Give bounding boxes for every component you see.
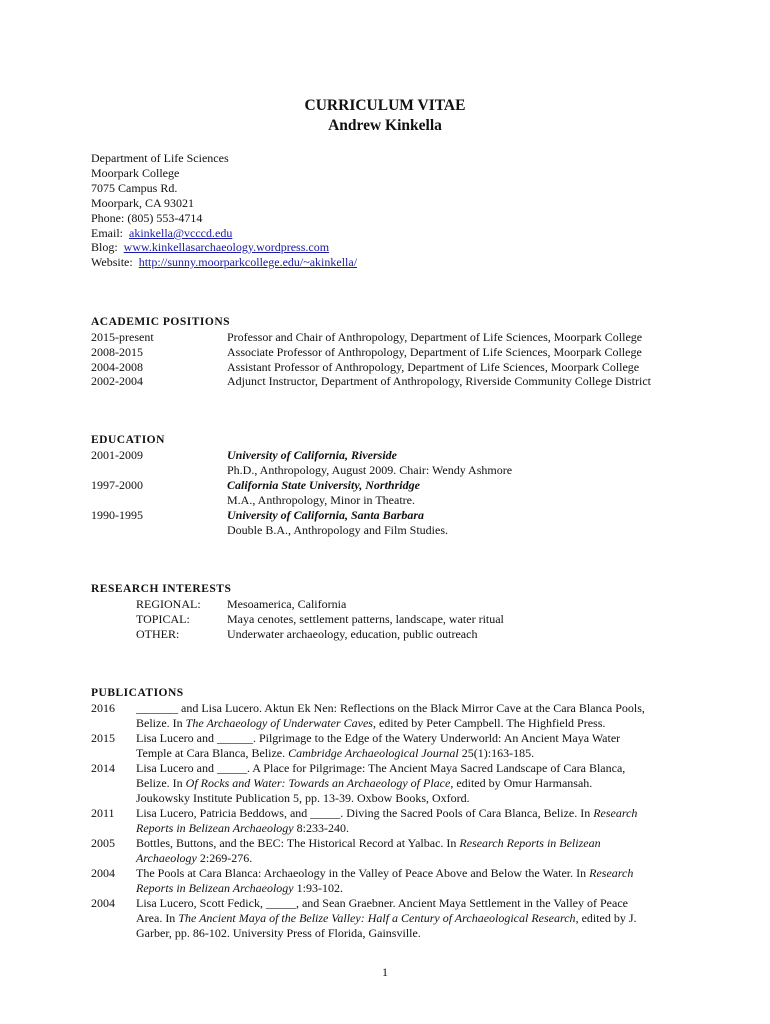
publication-text-segment: Area. In <box>136 911 179 925</box>
interest-label: TOPICAL: <box>136 612 190 626</box>
publication-venue: The Ancient Maya of the Belize Valley: Half a Century of Archaeological Research <box>178 911 576 925</box>
position-role: Assistant Professor of Anthropology, Department of Life Sciences, Moorpark College <box>227 360 640 374</box>
publication-venue: Reports in Belizean Archaeology <box>136 881 294 895</box>
contact-department: Department of Life Sciences <box>91 151 229 165</box>
publication-text-segment: , edited by Peter Campbell. The Highfield Press. <box>372 716 606 730</box>
publication-text-segment: Belize. In <box>136 776 186 790</box>
publication-text-segment: , edited by J. <box>575 911 637 925</box>
publication-text <box>136 911 637 925</box>
publication-year: 2011 <box>91 806 115 820</box>
contact-phone: Phone: (805) 553-4714 <box>91 211 203 225</box>
publication-year: 2014 <box>91 761 115 775</box>
publication-text <box>136 746 534 760</box>
education-years: 2001-2009 <box>91 448 143 462</box>
publication-text-segment: Temple at Cara Blanca, Belize. <box>136 746 289 760</box>
education-degree: M.A., Anthropology, Minor in Theatre. <box>227 493 415 507</box>
education-years: 1990-1995 <box>91 508 143 522</box>
email-label: Email: <box>91 226 123 240</box>
publication-text: Lisa Lucero and ______. Pilgrimage to the Edge of the Watery Underworld: An Ancient Maya Water <box>136 731 621 745</box>
contact-city: Moorpark, CA 93021 <box>91 196 194 210</box>
page-number: 1 <box>382 965 388 979</box>
publication-text <box>136 881 343 895</box>
person-name: Andrew Kinkella <box>328 117 442 134</box>
publication-venue: Research <box>593 806 638 820</box>
section-heading-education: EDUCATION <box>91 434 165 446</box>
publication-text <box>136 776 592 790</box>
publication-text <box>136 821 349 835</box>
position-years: 2002-2004 <box>91 374 143 388</box>
interest-value: Mesoamerica, California <box>227 597 347 611</box>
website-label: Website: <box>91 255 133 269</box>
position-years: 2008-2015 <box>91 345 143 359</box>
publication-year: 2015 <box>91 731 115 745</box>
interest-value: Maya cenotes, settlement patterns, landscape, water ritual <box>227 612 504 626</box>
publication-venue: Cambridge Archaeological Journal <box>288 746 459 760</box>
position-role: Professor and Chair of Anthropology, Department of Life Sciences, Moorpark College <box>227 330 643 344</box>
publication-year: 2005 <box>91 836 115 850</box>
interest-label: OTHER: <box>136 627 180 641</box>
contact-email-line <box>91 226 232 240</box>
publication-venue: Archaeology <box>136 851 197 865</box>
publication-text <box>136 836 601 850</box>
education-school: University of California, Riverside <box>227 448 397 462</box>
publication-text: _______ and Lisa Lucero. Aktun Ek Nen: Reflections on the Black Mirror Cave at the Cara Blanca Pools, <box>136 701 645 715</box>
publication-text <box>136 851 252 865</box>
publication-text: Lisa Lucero, Scott Fedick, _____, and Sean Graebner. Ancient Maya Settlement in the Valley of Peace <box>136 896 628 910</box>
publication-text: Joukowsky Institute Publication 5, pp. 13-39. Oxbow Books, Oxford. <box>136 791 470 805</box>
publication-text <box>136 806 637 820</box>
interest-value: Underwater archaeology, education, public outreach <box>227 627 478 641</box>
publication-text-segment: 1:93-102. <box>293 881 343 895</box>
education-degree: Ph.D., Anthropology, August 2009. Chair: Wendy Ashmore <box>227 463 513 477</box>
publication-venue: Of Rocks and Water: Towards an Archaeology of Place <box>185 776 451 790</box>
publication-year: 2004 <box>91 866 115 880</box>
position-years: 2004-2008 <box>91 360 143 374</box>
contact-website-line <box>91 255 357 269</box>
publication-text-segment: The Pools at Cara Blanca: Archaeology in the Valley of Peace Above and Below the Water. In <box>136 866 590 880</box>
education-school: University of California, Santa Barbara <box>227 508 425 522</box>
position-role: Associate Professor of Anthropology, Department of Life Sciences, Moorpark College <box>227 345 642 359</box>
publication-text-segment: Lisa Lucero, Patricia Beddows, and _____. Diving the Sacred Pools of Cara Blanca, Belize. In <box>136 806 594 820</box>
position-years: 2015-present <box>91 330 154 344</box>
publication-year: 2004 <box>91 896 115 910</box>
contact-street: 7075 Campus Rd. <box>91 181 178 195</box>
publication-text-segment: 8:233-240. <box>293 821 349 835</box>
contact-college: Moorpark College <box>91 166 180 180</box>
publication-text <box>136 716 605 730</box>
blog-link[interactable]: www.kinkellasarchaeology.wordpress.com <box>123 240 330 254</box>
publication-text-segment: 2:269-276. <box>196 851 253 865</box>
website-link[interactable]: http://sunny.moorparkcollege.edu/~akinkella/ <box>138 255 358 269</box>
interest-label: REGIONAL: <box>136 597 201 611</box>
document-title: CURRICULUM VITAE <box>304 97 466 114</box>
publication-venue: Reports in Belizean Archaeology <box>136 821 294 835</box>
publication-venue: The Archaeology of Underwater Caves <box>185 716 373 730</box>
publication-venue: Research <box>589 866 634 880</box>
publication-text-segment: Belize. In <box>136 716 186 730</box>
publication-text-segment: 25(1):163-185. <box>458 746 535 760</box>
publication-venue: Research Reports in Belizean <box>459 836 601 850</box>
section-heading-academic-positions: ACADEMIC POSITIONS <box>91 316 231 328</box>
contact-blog-line <box>91 240 329 254</box>
publication-text: Lisa Lucero and _____. A Place for Pilgrimage: The Ancient Maya Sacred Landscape of Cara Blanca, <box>136 761 626 775</box>
education-school: California State University, Northridge <box>227 478 420 492</box>
publication-text-segment: , edited by Omur Harmansah. <box>450 776 593 790</box>
section-heading-publications: PUBLICATIONS <box>91 687 184 699</box>
position-role: Adjunct Instructor, Department of Anthropology, Riverside Community College District <box>227 374 652 388</box>
publication-text-segment: Bottles, Buttons, and the BEC: The Historical Record at Yalbac. In <box>136 836 460 850</box>
blog-label: Blog: <box>91 240 118 254</box>
education-degree: Double B.A., Anthropology and Film Studies. <box>227 523 449 537</box>
section-heading-research-interests: RESEARCH INTERESTS <box>91 583 232 595</box>
publication-year: 2016 <box>91 701 115 715</box>
email-link[interactable]: akinkella@vcccd.edu <box>129 226 233 240</box>
publication-text <box>136 866 633 880</box>
publication-text: Garber, pp. 86-102. University Press of Florida, Gainsville. <box>136 926 421 940</box>
education-years: 1997-2000 <box>91 478 143 492</box>
